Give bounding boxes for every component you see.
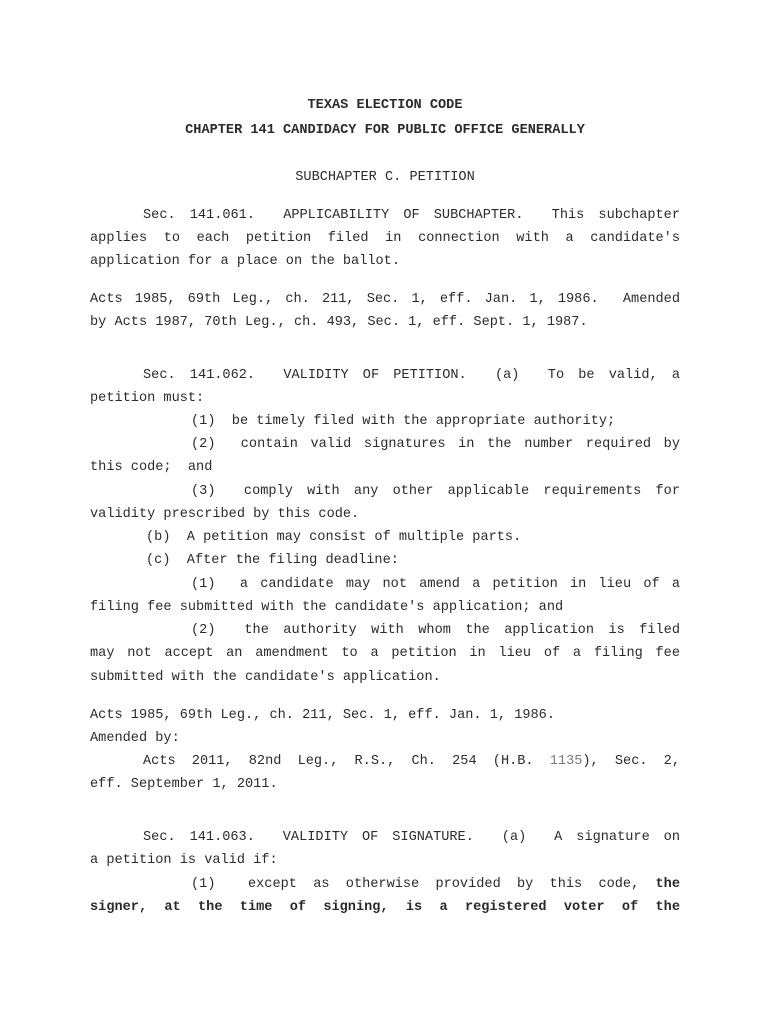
sec-063-bold-text: the bbox=[655, 877, 680, 892]
sec-063-line: Sec. 141.063. VALIDITY OF SIGNATURE. (a) A signature on bbox=[143, 830, 680, 845]
sec-063-line bbox=[191, 876, 680, 894]
sec-062-history bbox=[143, 753, 680, 771]
sec-062-line: (2) contain valid signatures in the number required by bbox=[191, 437, 680, 452]
sec-062-line: Sec. 141.062. VALIDITY OF PETITION. (a) To be valid, a bbox=[143, 368, 680, 383]
sec-062-line: (1) be timely filed with the appropriate authority; bbox=[191, 414, 616, 429]
subchapter-title: SUBCHAPTER C. PETITION bbox=[295, 170, 475, 185]
sec-063-bold-line: signer, at the time of signing, is a registered voter of the bbox=[90, 900, 680, 915]
sec-062-line: (3) comply with any other applicable requirements for bbox=[191, 484, 680, 499]
sec-063-text: (1) except as otherwise provided by this code, bbox=[191, 877, 656, 892]
sec-062-line: (c) After the filing deadline: bbox=[146, 553, 399, 568]
history-text: Acts 2011, 82nd Leg., R.S., Ch. 254 (H.B. bbox=[143, 754, 550, 769]
sec-062-line: (b) A petition may consist of multiple parts. bbox=[146, 530, 522, 545]
sec-062-line: may not accept an amendment to a petition in lieu of a filing fee bbox=[90, 646, 680, 661]
sec-062-history: Acts 1985, 69th Leg., ch. 211, Sec. 1, eff. Jan. 1, 1986. bbox=[90, 708, 555, 723]
chapter-title: CHAPTER 141 CANDIDACY FOR PUBLIC OFFICE GENERALLY bbox=[185, 123, 585, 138]
bill-link[interactable]: 1135 bbox=[549, 754, 583, 769]
sec-061-line: Sec. 141.061. APPLICABILITY OF SUBCHAPTER. This subchapter bbox=[143, 208, 680, 223]
sec-062-history: eff. September 1, 2011. bbox=[90, 777, 278, 792]
sec-061-history: by Acts 1987, 70th Leg., ch. 493, Sec. 1, eff. Sept. 1, 1987. bbox=[90, 315, 588, 330]
sec-062-history: Amended by: bbox=[90, 731, 180, 746]
sec-062-line: this code; and bbox=[90, 460, 213, 475]
sec-061-line: application for a place on the ballot. bbox=[90, 254, 400, 269]
history-text: ), Sec. 2, bbox=[582, 754, 680, 769]
sec-062-line: (1) a candidate may not amend a petition in lieu of a bbox=[191, 577, 680, 592]
sec-062-line: validity prescribed by this code. bbox=[90, 507, 360, 522]
sec-062-line: submitted with the candidate's application. bbox=[90, 670, 441, 685]
code-title: TEXAS ELECTION CODE bbox=[307, 98, 463, 113]
sec-063-line: a petition is valid if: bbox=[90, 853, 278, 868]
sec-062-line: (2) the authority with whom the application is filed bbox=[191, 623, 680, 638]
sec-061-line: applies to each petition filed in connection with a candidate's bbox=[90, 231, 680, 246]
sec-061-history: Acts 1985, 69th Leg., ch. 211, Sec. 1, eff. Jan. 1, 1986. Amended bbox=[90, 292, 680, 307]
sec-062-line: filing fee submitted with the candidate's application; and bbox=[90, 600, 564, 615]
sec-062-line: petition must: bbox=[90, 391, 205, 406]
